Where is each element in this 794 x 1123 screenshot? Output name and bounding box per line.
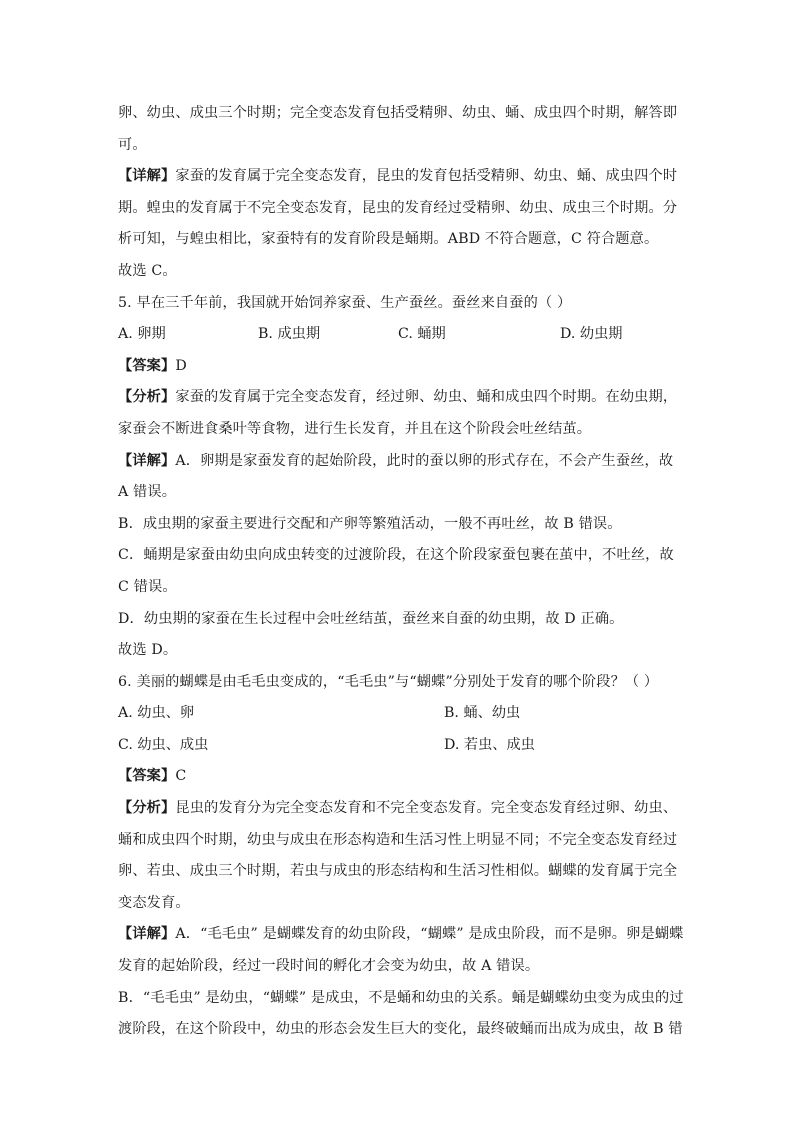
text-line: 卵、幼虫、成虫三个时期；完全变态发育包括受精卵、幼虫、蛹、成虫四个时期，解答即 bbox=[118, 105, 678, 121]
option-c: C. 幼虫、成虫 bbox=[118, 736, 209, 753]
text-line: A 错误。 bbox=[118, 484, 177, 501]
question-6-answer bbox=[118, 761, 678, 793]
question-6-options-row-2 bbox=[118, 730, 678, 762]
question-5-analysis bbox=[118, 382, 678, 414]
question-5-detail bbox=[118, 446, 678, 478]
detail-text: A．卵期是家蚕发育的起始阶段，此时的蚕以卵的形式存在，不会产生蚕丝，故 bbox=[175, 452, 674, 469]
text-line: 家蚕会不断进食桑叶等食物，进行生长发育，并且在这个阶段会吐丝结茧。 bbox=[118, 420, 592, 437]
text-line: D．幼虫期的家蚕在生长过程中会吐丝结茧，蚕丝来自蚕的幼虫期，故 D 正确。 bbox=[118, 610, 624, 627]
answer-label: 【答案】 bbox=[118, 357, 176, 374]
option-d: D. 幼虫期 bbox=[560, 326, 623, 343]
text-line bbox=[118, 161, 678, 193]
detail-text: 家蚕的发育属于完全变态发育，昆虫的发育包括受精卵、幼虫、蛹、成虫四个时 bbox=[175, 168, 678, 185]
option-a: A. 卵期 bbox=[118, 326, 166, 343]
text-line: 故选 C。 bbox=[118, 262, 177, 279]
question-6-stem: 6. 美丽的蝴蝶是由毛毛虫变成的，“毛毛虫”与“蝴蝶”分别处于发育的哪个阶段？（ ） bbox=[118, 673, 659, 690]
text-line: C 错误。 bbox=[118, 578, 177, 595]
question-5-choose: 故选 D。 bbox=[118, 642, 178, 659]
text-line: 发育的起始阶段，经过一段时间的孵化才会变为幼虫，故 A 错误。 bbox=[118, 958, 540, 975]
text-line: 蛹和成虫四个时期，幼虫与成虫在形态构造和生活习性上明显不同；不完全变态发育经过 bbox=[118, 831, 678, 848]
analysis-text: 家蚕的发育属于完全变态发育，经过卵、幼虫、蛹和成虫四个时期。在幼虫期， bbox=[175, 389, 678, 406]
detail-label: 【详解】 bbox=[118, 168, 176, 185]
text-line: 变态发育。 bbox=[118, 894, 190, 911]
answer-value: C bbox=[175, 768, 187, 785]
detail-label: 【详解】 bbox=[118, 926, 176, 943]
text-line: B．成虫期的家蚕主要进行交配和产卵等繁殖活动，一般不再吐丝，故 B 错误。 bbox=[118, 515, 622, 532]
analysis-label: 【分析】 bbox=[118, 800, 176, 817]
text-line: 渡阶段，在这个阶段中，幼虫的形态会发生巨大的变化，最终破蛹而出成为成虫，故 B 错 bbox=[118, 1021, 683, 1038]
question-5-options bbox=[118, 319, 678, 351]
option-a: A. 幼虫、卵 bbox=[118, 705, 195, 722]
text-line: C．蛹期是家蚕由幼虫向成虫转变的过渡阶段，在这个阶段家蚕包裹在茧中，不吐丝，故 bbox=[118, 547, 674, 564]
analysis-text: 昆虫的发育分为完全变态发育和不完全变态发育。完全变态发育经过卵、幼虫、 bbox=[175, 800, 678, 817]
question-6-analysis bbox=[118, 793, 678, 825]
analysis-label: 【分析】 bbox=[118, 389, 176, 406]
detail-text: A．“毛毛虫” 是蝴蝶发育的幼虫阶段，“蝴蝶” 是成虫阶段，而不是卵。卵是蝴蝶 bbox=[175, 926, 684, 943]
option-b: B. 蛹、幼虫 bbox=[444, 705, 521, 722]
document-page bbox=[118, 98, 684, 1046]
answer-value: D bbox=[175, 357, 187, 374]
text-line: B．“毛毛虫” 是幼虫，“蝴蝶” 是成虫，不是蛹和幼虫的关系。蛹是蝴蝶幼虫变为成虫的过 bbox=[118, 989, 684, 1006]
question-6-detail bbox=[118, 919, 684, 951]
option-c: C. 蛹期 bbox=[398, 326, 446, 343]
question-5-stem: 5. 早在三千年前，我国就开始饲养家蚕、生产蚕丝。蚕丝来自蚕的（ ） bbox=[118, 294, 572, 311]
detail-label: 【详解】 bbox=[118, 452, 176, 469]
question-6-options-row-1 bbox=[118, 698, 678, 730]
question-5-answer bbox=[118, 351, 678, 383]
answer-label: 【答案】 bbox=[118, 768, 176, 785]
option-d: D. 若虫、成虫 bbox=[444, 736, 535, 753]
text-line: 卵、若虫、成虫三个时期，若虫与成虫的形态结构和生活习性相似。蝴蝶的发育属于完全 bbox=[118, 863, 678, 880]
text-line: 析可知，与蝗虫相比，家蚕特有的发育阶段是蛹期。ABD 不符合题意，C 符合题意。 bbox=[118, 231, 659, 248]
text-line: 可。 bbox=[118, 136, 147, 153]
text-line: 期。蝗虫的发育属于不完全变态发育，昆虫的发育经过受精卵、幼虫、成虫三个时期。分 bbox=[118, 199, 678, 216]
option-b: B. 成虫期 bbox=[258, 326, 321, 343]
